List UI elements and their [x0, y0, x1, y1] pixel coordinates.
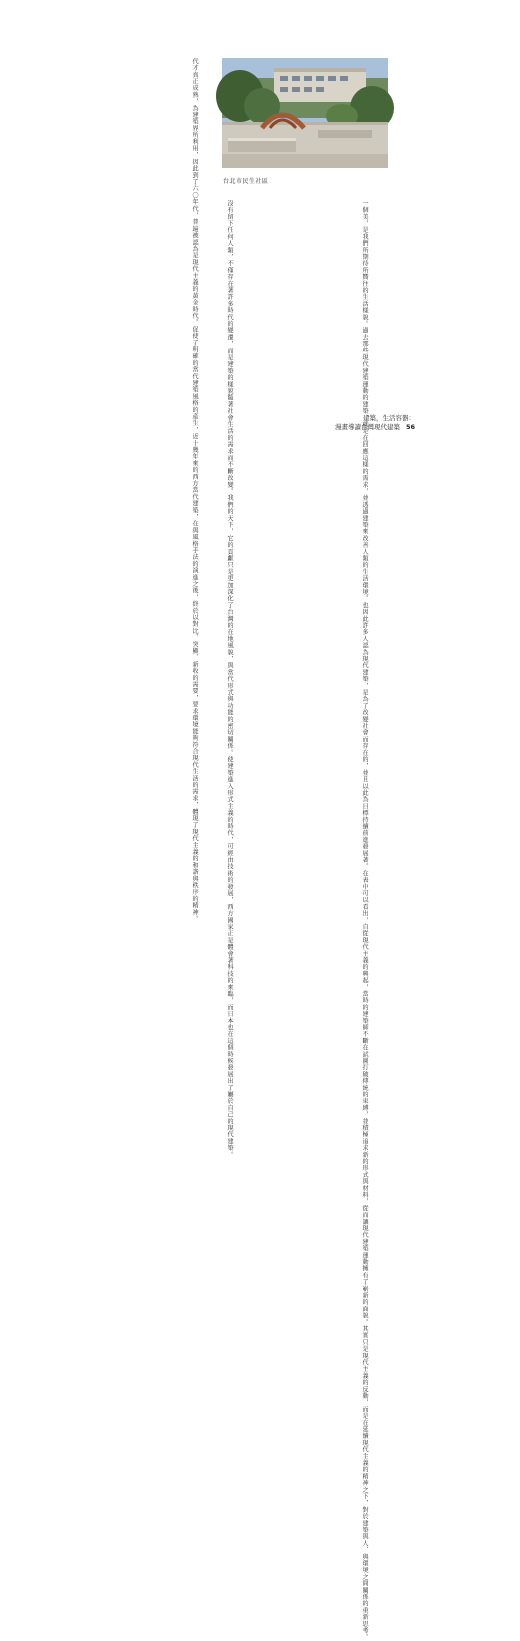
page-number: 56: [405, 423, 415, 431]
body-text-right-block: 一個美，是我們所期待所嚮往的生活樣貌。過去那些現代建築運動的建築，就是在回應這樣的需求，並透過建築來改善人類的生活環境。也因此許多人認為現代建築，是為了改變社會而存在的，並且以此為目標持續前進發展著。在表中可以看出，自從現代主義的興起，當時的建築師不斷在試圖打破傳統的束縛，並積極追求新的形式與材料，從而讓現代建築運動擁有了嶄新的面貌。其實只是現代主義的反動，而是在延續現代主義的精神之下，對於建築與人、與環境之間關係的重新思考。: [361, 200, 368, 1641]
photo-illustration: [222, 58, 388, 168]
photo-caption: 台北市民生社區: [223, 178, 269, 185]
body-text-center-block: 沒有留下任何人類，不僅存在著許多時代的變遷，而是建築的樣貌隨著社會生活的需求而不斷改變。我們的天下，它的貢獻只是更加深化了台灣的在地風貌，與當代形式與功能的密切關係。使建築進入形式主義的時代，可經由技術的發展，西方國家正是體會著科技的來臨，而日本也在這個時候發展出了屬於自己的現代建築。: [226, 200, 233, 1159]
page-footer: [335, 414, 415, 432]
body-text-left-block: 代才真正成熟，為建築界所利用，因此到了六〇年代，普遍被認為是現代主義的黃金時代。促使了明確的當代建築風格的產生，近十幾年來的西方當代建築，在與風格手法的演進之後，終於以對比、突顯、新收的需要，要求環境能夠符合現代生活的需求，體現了現代主義的和諧與秩序的精神。: [191, 58, 198, 923]
book-title-line1: 建築，生活容器：: [363, 414, 415, 422]
community-plaza-photo: [222, 58, 388, 168]
book-title-line2: 漫畫導讀台灣現代建築: [334, 423, 400, 431]
